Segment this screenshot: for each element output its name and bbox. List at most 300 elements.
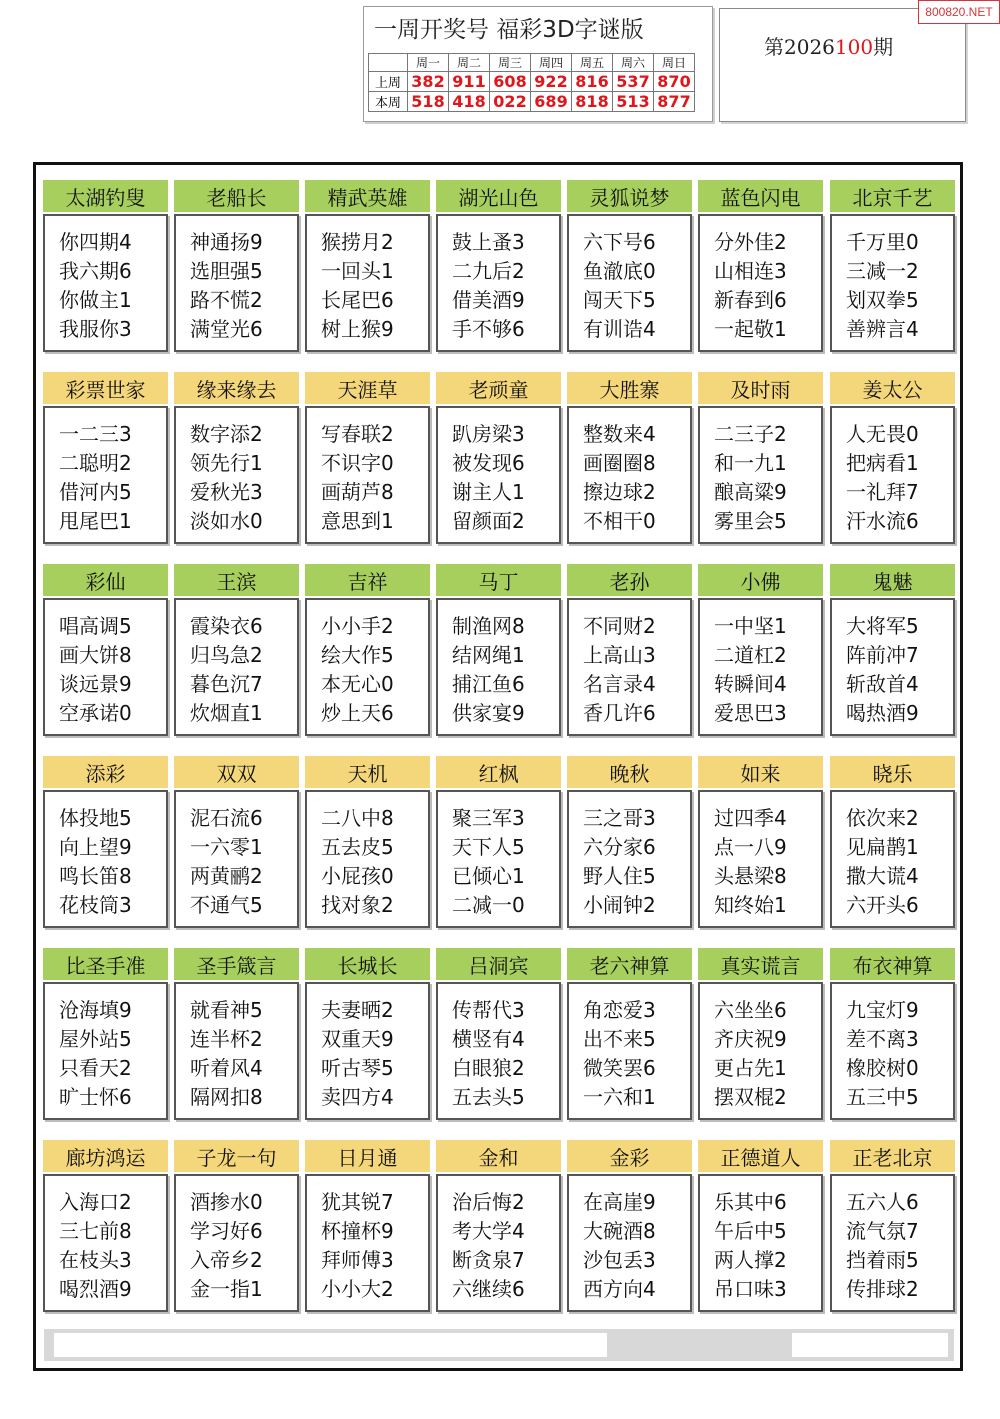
riddle-line: 出不来5	[583, 1027, 656, 1051]
riddle-line: 不同财2	[583, 614, 656, 638]
riddle-line: 野人住5	[583, 864, 656, 888]
riddle-line: 画葫芦8	[321, 480, 394, 504]
riddle-line: 六分家6	[583, 835, 656, 859]
riddle-line: 摆双棍2	[714, 1085, 787, 1109]
riddle-line: 喝烈酒9	[59, 1277, 132, 1301]
riddle-card-author: 及时雨	[698, 372, 823, 404]
riddle-line: 两黄鹂2	[190, 864, 263, 888]
riddle-card	[43, 564, 170, 740]
riddle-card	[567, 756, 694, 932]
riddle-line: 西方向4	[583, 1277, 656, 1301]
riddle-line: 小闹钟2	[583, 893, 656, 917]
riddle-line: 五三中5	[846, 1085, 919, 1109]
riddle-line: 一起敬1	[714, 317, 787, 341]
riddle-card	[698, 564, 825, 740]
riddle-line: 空承诺0	[59, 701, 132, 725]
footer-field-left	[54, 1333, 607, 1357]
riddle-card	[436, 756, 563, 932]
day-label: 周二	[449, 54, 490, 72]
riddle-line: 就看神5	[190, 998, 263, 1022]
riddle-line: 知终始1	[714, 893, 787, 917]
weekly-results-table	[368, 53, 695, 112]
riddle-card-body	[830, 598, 955, 736]
riddle-card-author: 红枫	[436, 756, 561, 788]
riddle-line: 把病看1	[846, 451, 919, 475]
riddle-line: 断贪泉7	[452, 1248, 525, 1272]
riddle-line: 一六零1	[190, 835, 263, 859]
last-week-row	[369, 72, 695, 92]
riddle-line: 长尾巴6	[321, 288, 394, 312]
day-label: 周四	[531, 54, 572, 72]
draw-number: 382	[408, 72, 449, 92]
riddle-line: 传排球2	[846, 1277, 919, 1301]
riddle-line: 绘大作5	[321, 643, 394, 667]
riddle-card	[174, 372, 301, 548]
riddle-card-author: 北京千艺	[830, 180, 955, 212]
riddle-line: 斩敌首4	[846, 672, 919, 696]
riddle-line: 名言录4	[583, 672, 656, 696]
riddle-card	[43, 1140, 170, 1316]
riddle-card-body	[174, 598, 299, 736]
riddle-card-author: 比圣手准	[43, 948, 168, 980]
riddle-line: 善辨言4	[846, 317, 919, 341]
this-week-label: 本周	[369, 92, 408, 112]
riddle-line: 霞染衣6	[190, 614, 263, 638]
riddle-line: 金一指1	[190, 1277, 263, 1301]
riddle-line: 制渔网8	[452, 614, 525, 638]
riddle-line: 旷士怀6	[59, 1085, 132, 1109]
riddle-card-author: 布衣神算	[830, 948, 955, 980]
riddle-line: 找对象2	[321, 893, 394, 917]
riddle-line: 画大饼8	[59, 643, 132, 667]
riddle-line: 白眼狼2	[452, 1056, 525, 1080]
riddle-line: 午后中5	[714, 1219, 787, 1243]
riddle-line: 二八中8	[321, 806, 394, 830]
riddle-line: 在枝头3	[59, 1248, 132, 1272]
riddle-line: 写春联2	[321, 422, 394, 446]
riddle-line: 分外佳2	[714, 230, 787, 254]
riddle-card-body	[698, 214, 823, 352]
riddle-card-body	[305, 214, 430, 352]
riddle-card-author: 正老北京	[830, 1140, 955, 1172]
riddle-card-body	[305, 790, 430, 928]
riddle-line: 一六和1	[583, 1085, 656, 1109]
riddle-line: 二减一0	[452, 893, 525, 917]
riddle-card	[436, 372, 563, 548]
riddle-line: 杯撞杯9	[321, 1219, 394, 1243]
riddle-card-author: 蓝色闪电	[698, 180, 823, 212]
riddle-line: 入帝乡2	[190, 1248, 263, 1272]
riddle-card-author: 天机	[305, 756, 430, 788]
riddle-line: 依次来2	[846, 806, 919, 830]
riddle-line: 见扁鹊1	[846, 835, 919, 859]
draw-number: 513	[613, 92, 654, 112]
riddle-card-author: 灵狐说梦	[567, 180, 692, 212]
riddle-line: 入海口2	[59, 1190, 132, 1214]
riddle-line: 向上望9	[59, 835, 132, 859]
riddle-card-author: 晚秋	[567, 756, 692, 788]
riddle-line: 头悬梁8	[714, 864, 787, 888]
riddle-card-author: 廊坊鸿运	[43, 1140, 168, 1172]
riddle-line: 香几许6	[583, 701, 656, 725]
riddle-line: 雾里会5	[714, 509, 787, 533]
riddle-card-body	[698, 598, 823, 736]
riddle-card-author: 缘来缘去	[174, 372, 299, 404]
issue-label	[764, 31, 893, 60]
riddle-line: 谈远景9	[59, 672, 132, 696]
riddle-line: 屋外站5	[59, 1027, 132, 1051]
riddle-card-body	[174, 214, 299, 352]
riddle-line: 一二三3	[59, 422, 132, 446]
riddle-line: 听着风4	[190, 1056, 263, 1080]
riddle-card	[830, 1140, 957, 1316]
riddle-line: 鸣长笛8	[59, 864, 132, 888]
day-label: 周五	[572, 54, 613, 72]
riddle-line: 猴捞月2	[321, 230, 394, 254]
riddle-card	[567, 372, 694, 548]
riddle-card-author: 大胜寨	[567, 372, 692, 404]
riddle-line: 满堂光6	[190, 317, 263, 341]
riddle-line: 爱秋光3	[190, 480, 263, 504]
last-week-label: 上周	[369, 72, 408, 92]
riddle-card-author: 王滨	[174, 564, 299, 596]
riddle-card-author: 金和	[436, 1140, 561, 1172]
riddle-card-body	[567, 214, 692, 352]
riddle-line: 齐庆祝9	[714, 1027, 787, 1051]
riddle-card-author: 金彩	[567, 1140, 692, 1172]
riddle-line: 过四季4	[714, 806, 787, 830]
riddle-line: 双重天9	[321, 1027, 394, 1051]
riddle-line: 捕江鱼6	[452, 672, 525, 696]
riddle-line: 整数来4	[583, 422, 656, 446]
riddle-line: 一礼拜7	[846, 480, 919, 504]
riddle-line: 微笑罢6	[583, 1056, 656, 1080]
riddle-card	[305, 372, 432, 548]
riddle-card-body	[698, 982, 823, 1120]
riddle-card-author: 湖光山色	[436, 180, 561, 212]
riddle-card-body	[567, 406, 692, 544]
riddle-line: 聚三军3	[452, 806, 525, 830]
riddle-line: 学习好6	[190, 1219, 263, 1243]
riddle-line: 五去头5	[452, 1085, 525, 1109]
draw-number: 022	[490, 92, 531, 112]
draw-number: 922	[531, 72, 572, 92]
riddle-line: 借河内5	[59, 480, 132, 504]
riddle-card-body	[830, 982, 955, 1120]
riddle-line: 五六人6	[846, 1190, 919, 1214]
riddle-card-body	[305, 406, 430, 544]
riddle-line: 路不慌2	[190, 288, 263, 312]
issue-suffix: 期	[873, 35, 894, 59]
riddle-card-body	[305, 982, 430, 1120]
riddle-line: 沧海填9	[59, 998, 132, 1022]
riddle-line: 六开头6	[846, 893, 919, 917]
riddle-line: 喝热酒9	[846, 701, 919, 725]
riddle-card	[43, 948, 170, 1124]
riddle-card-author: 如来	[698, 756, 823, 788]
riddle-card	[305, 756, 432, 932]
riddle-card	[567, 948, 694, 1124]
riddle-line: 流气氛7	[846, 1219, 919, 1243]
riddle-line: 九宝灯9	[846, 998, 919, 1022]
riddle-line: 橡胶树0	[846, 1056, 919, 1080]
riddle-line: 闯天下5	[583, 288, 656, 312]
corner-cell	[369, 54, 408, 72]
riddle-line: 两人撑2	[714, 1248, 787, 1272]
this-week-row	[369, 92, 695, 112]
riddle-line: 小小大2	[321, 1277, 394, 1301]
riddle-card	[698, 180, 825, 356]
riddle-card	[698, 1140, 825, 1316]
riddle-card-body	[436, 790, 561, 928]
riddle-line: 小屁孩0	[321, 864, 394, 888]
riddle-card	[698, 372, 825, 548]
riddle-card	[830, 948, 957, 1124]
day-label: 周一	[408, 54, 449, 72]
riddle-card-author: 吕洞宾	[436, 948, 561, 980]
riddle-card-author: 老船长	[174, 180, 299, 212]
draw-number: 877	[654, 92, 695, 112]
riddle-card-body	[698, 406, 823, 544]
draw-number: 608	[490, 72, 531, 92]
riddle-line: 划双拳5	[846, 288, 919, 312]
riddle-card	[830, 564, 957, 740]
riddle-line: 淡如水0	[190, 509, 263, 533]
draw-number: 911	[449, 72, 490, 92]
riddle-card	[305, 180, 432, 356]
riddle-line: 数字添2	[190, 422, 263, 446]
riddle-line: 阵前冲7	[846, 643, 919, 667]
riddle-line: 二聪明2	[59, 451, 132, 475]
riddle-card	[436, 564, 563, 740]
riddle-card-body	[436, 982, 561, 1120]
riddle-card	[43, 756, 170, 932]
riddle-line: 在高崖9	[583, 1190, 656, 1214]
riddle-card-author: 姜太公	[830, 372, 955, 404]
riddle-card-body	[43, 1174, 168, 1312]
riddle-line: 连半杯2	[190, 1027, 263, 1051]
riddle-line: 三七前8	[59, 1219, 132, 1243]
site-watermark: 800820.NET	[918, 0, 1000, 24]
draw-number: 689	[531, 92, 572, 112]
riddle-line: 爱思巴3	[714, 701, 787, 725]
riddle-card	[305, 564, 432, 740]
riddle-card-body	[830, 1174, 955, 1312]
riddle-card-author: 鬼魅	[830, 564, 955, 596]
draw-number: 537	[613, 72, 654, 92]
riddle-line: 卖四方4	[321, 1085, 394, 1109]
riddle-line: 点一八9	[714, 835, 787, 859]
riddle-line: 和一九1	[714, 451, 787, 475]
riddle-card	[43, 372, 170, 548]
riddle-card-body	[305, 1174, 430, 1312]
riddle-card-body	[436, 406, 561, 544]
riddle-line: 不相干0	[583, 509, 656, 533]
riddle-line: 大将军5	[846, 614, 919, 638]
riddle-line: 选胆强5	[190, 259, 263, 283]
draw-number: 518	[408, 92, 449, 112]
riddle-card-body	[43, 214, 168, 352]
riddle-line: 擦边球2	[583, 480, 656, 504]
weekly-results-panel	[363, 6, 713, 122]
riddle-card-author: 天涯草	[305, 372, 430, 404]
riddle-line: 我服你3	[59, 317, 132, 341]
riddle-line: 鼓上蚤3	[452, 230, 525, 254]
riddle-line: 鱼澈底0	[583, 259, 656, 283]
riddle-line: 角恋爱3	[583, 998, 656, 1022]
riddle-line: 转瞬间4	[714, 672, 787, 696]
riddle-card	[567, 180, 694, 356]
riddle-line: 暮色沉7	[190, 672, 263, 696]
riddle-card-author: 彩仙	[43, 564, 168, 596]
riddle-line: 神通扬9	[190, 230, 263, 254]
day-label: 周三	[490, 54, 531, 72]
riddle-line: 人无畏0	[846, 422, 919, 446]
riddle-card-body	[174, 982, 299, 1120]
riddle-line: 考大学4	[452, 1219, 525, 1243]
riddle-line: 天下人5	[452, 835, 525, 859]
riddle-line: 一中坚1	[714, 614, 787, 638]
issue-panel	[719, 8, 966, 122]
riddle-line: 你四期4	[59, 230, 132, 254]
riddle-card-body	[830, 790, 955, 928]
riddle-card-body	[567, 598, 692, 736]
riddle-card-author: 子龙一句	[174, 1140, 299, 1172]
riddle-card-author: 老顽童	[436, 372, 561, 404]
riddle-line: 三之哥3	[583, 806, 656, 830]
riddle-card-author: 圣手箴言	[174, 948, 299, 980]
riddle-card-author: 彩票世家	[43, 372, 168, 404]
riddle-card-author: 太湖钓叟	[43, 180, 168, 212]
riddle-card-body	[305, 598, 430, 736]
riddle-card-author: 长城长	[305, 948, 430, 980]
riddle-line: 酒掺水0	[190, 1190, 263, 1214]
riddle-line: 隔网扣8	[190, 1085, 263, 1109]
riddle-line: 体投地5	[59, 806, 132, 830]
riddle-card	[174, 948, 301, 1124]
draw-number: 870	[654, 72, 695, 92]
riddle-line: 只看天2	[59, 1056, 132, 1080]
riddle-line: 新春到6	[714, 288, 787, 312]
riddle-card-author: 老孙	[567, 564, 692, 596]
riddle-line: 我六期6	[59, 259, 132, 283]
day-label: 周日	[654, 54, 695, 72]
riddle-card-author: 晓乐	[830, 756, 955, 788]
riddle-line: 六继续6	[452, 1277, 525, 1301]
riddle-card	[567, 564, 694, 740]
riddle-line: 画圈圈8	[583, 451, 656, 475]
riddle-line: 树上猴9	[321, 317, 394, 341]
riddle-card	[174, 180, 301, 356]
riddle-card	[174, 564, 301, 740]
riddle-line: 谢主人1	[452, 480, 525, 504]
riddle-line: 沙包丢3	[583, 1248, 656, 1272]
riddle-line: 手不够6	[452, 317, 525, 341]
riddle-line: 乐其中6	[714, 1190, 787, 1214]
riddle-line: 意思到1	[321, 509, 394, 533]
draw-number: 418	[449, 92, 490, 112]
riddle-card-body	[174, 790, 299, 928]
riddle-board	[33, 162, 963, 1371]
riddle-card	[698, 756, 825, 932]
riddle-card	[43, 180, 170, 356]
riddle-line: 不识字0	[321, 451, 394, 475]
riddle-line: 领先行1	[190, 451, 263, 475]
issue-number: 100	[834, 35, 874, 59]
riddle-card	[436, 1140, 563, 1316]
riddle-card	[698, 948, 825, 1124]
riddle-card-author: 吉祥	[305, 564, 430, 596]
riddle-card-author: 添彩	[43, 756, 168, 788]
riddle-card-author: 日月通	[305, 1140, 430, 1172]
riddle-card	[436, 180, 563, 356]
riddle-card	[830, 756, 957, 932]
riddle-line: 千万里0	[846, 230, 919, 254]
riddle-card-author: 老六神算	[567, 948, 692, 980]
riddle-line: 一回头1	[321, 259, 394, 283]
riddle-line: 三减一2	[846, 259, 919, 283]
riddle-card-author: 马丁	[436, 564, 561, 596]
riddle-card-body	[436, 214, 561, 352]
riddle-line: 不通气5	[190, 893, 263, 917]
riddle-card	[174, 1140, 301, 1316]
days-row	[369, 54, 695, 72]
riddle-line: 差不离3	[846, 1027, 919, 1051]
riddle-card-body	[567, 790, 692, 928]
riddle-line: 挡着雨5	[846, 1248, 919, 1272]
riddle-line: 酿高粱9	[714, 480, 787, 504]
riddle-card-body	[174, 1174, 299, 1312]
riddle-card	[830, 180, 957, 356]
riddle-line: 听古琴5	[321, 1056, 394, 1080]
footer-bar	[44, 1329, 954, 1361]
riddle-card-body	[436, 598, 561, 736]
riddle-card-body	[43, 598, 168, 736]
riddle-line: 本无心0	[321, 672, 394, 696]
riddle-line: 六下号6	[583, 230, 656, 254]
riddle-line: 夫妻晒2	[321, 998, 394, 1022]
riddle-card	[436, 948, 563, 1124]
riddle-line: 留颜面2	[452, 509, 525, 533]
issue-prefix: 第2026	[764, 35, 835, 59]
footer-field-right	[792, 1333, 948, 1357]
riddle-card	[174, 756, 301, 932]
riddle-card-body	[830, 214, 955, 352]
draw-number: 818	[572, 92, 613, 112]
riddle-line: 泥石流6	[190, 806, 263, 830]
riddle-line: 更占先1	[714, 1056, 787, 1080]
riddle-line: 撒大谎4	[846, 864, 919, 888]
riddle-line: 已倾心1	[452, 864, 525, 888]
riddle-card-body	[567, 1174, 692, 1312]
riddle-line: 五去皮5	[321, 835, 394, 859]
riddle-line: 炒上天6	[321, 701, 394, 725]
riddle-line: 供家宴9	[452, 701, 525, 725]
riddle-line: 被发现6	[452, 451, 525, 475]
riddle-line: 甩尾巴1	[59, 509, 132, 533]
riddle-card-body	[43, 790, 168, 928]
riddle-card-author: 正德道人	[698, 1140, 823, 1172]
weekly-results-title: 一周开奖号 福彩3D字谜版	[374, 17, 644, 43]
riddle-line: 归鸟急2	[190, 643, 263, 667]
riddle-line: 二九后2	[452, 259, 525, 283]
riddle-card-body	[43, 982, 168, 1120]
riddle-line: 汗水流6	[846, 509, 919, 533]
riddle-card-author: 小佛	[698, 564, 823, 596]
draw-number: 816	[572, 72, 613, 92]
riddle-line: 山相连3	[714, 259, 787, 283]
riddle-line: 唱高调5	[59, 614, 132, 638]
